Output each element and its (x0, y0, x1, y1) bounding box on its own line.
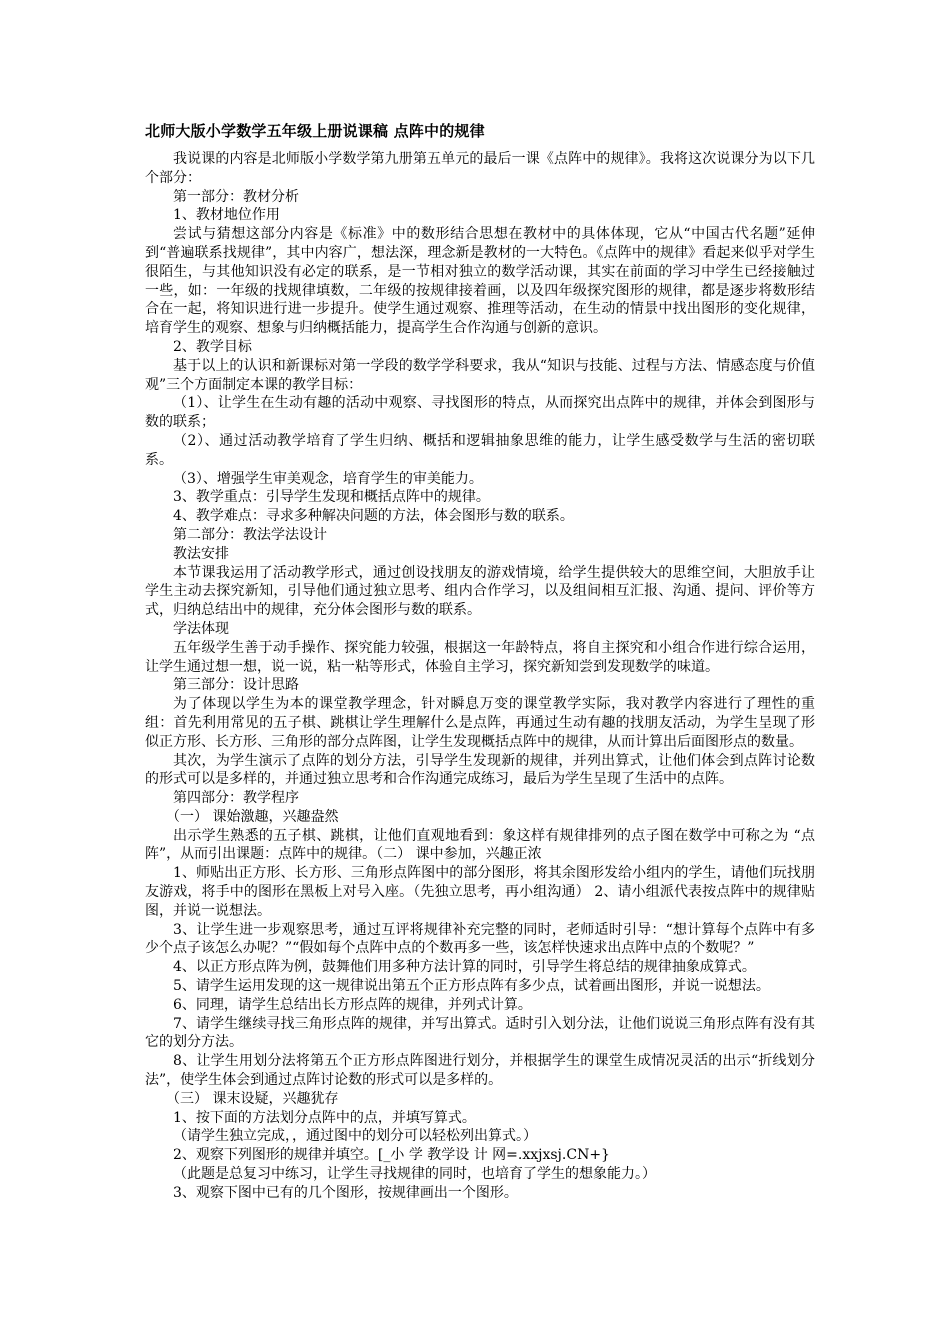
paragraph: 1、按下面的方法划分点阵中的点，并填写算式。 (173, 1109, 476, 1126)
paragraph: 5、请学生运用发现的这一规律说出第五个正方形点阵有多少点，试着画出图形，并说一说想法。 (173, 978, 770, 995)
paragraph: 3、观察下图中已有的几个图形，按规律画出一个图形。 (173, 1184, 518, 1201)
paragraph: 4、教学难点：寻求多种解决问题的方法，体会图形与数的联系。 (173, 508, 574, 525)
paragraph: 第二部分：教法学法设计 (173, 526, 327, 543)
paragraph: 7、请学生继续寻找三角形点阵的规律，并写出算式。适时引入划分法，让他们说说三角形点阵有没有其它的划分方法。 (145, 1015, 815, 1051)
paragraph: 1、教材地位作用 (173, 207, 280, 224)
paragraph: （请学生独立完成，，通过图中的划分可以轻松列出算式。） (173, 1128, 537, 1145)
document-title: 北师大版小学数学五年级上册说课稿 点阵中的规律 (145, 122, 485, 140)
paragraph: （三） 课末设疑，兴趣犹存 (166, 1090, 339, 1107)
paragraph: 学法体现 (173, 620, 229, 637)
paragraph: 其次，为学生演示了点阵的划分方法，引导学生发现新的规律，并列出算式，让他们体会到点阵讨论数的形式可以是多样的，并通过独立思考和合作沟通完成练习，最后为学生呈现了生活中的点阵。 (145, 752, 815, 788)
document-body (145, 150, 815, 1203)
paragraph: 1、师贴出正方形、长方形、三角形点阵图中的部分图形，将其余图形发给小组内的学生，请他们玩找朋友游戏，将手中的图形在黑板上对号入座。（先独立思考，再小组沟通） 2、请小组派代表按点阵中的规律贴图，并说一说想法。 (145, 865, 815, 919)
paragraph: （2）、通过活动教学培育了学生归纳、概括和逻辑抽象思维的能力，让学生感受数学与生活的密切联系。 (145, 432, 815, 468)
paragraph: 本节课我运用了活动教学形式，通过创设找朋友的游戏情境，给学生提供较大的思维空间，大胆放手让学生主动去探究新知，引导他们通过独立思考、组内合作学习，以及组间相互汇报、沟通、提问、评价等方式，归纳总结出中的规律，充分体会图形与数的联系。 (145, 564, 815, 619)
paragraph: 第一部分：教材分析 (173, 188, 299, 205)
paragraph: （1）、让学生在生动有趣的活动中观察、寻找图形的特点，从而探究出点阵中的规律，并体会到图形与数的联系； (145, 395, 815, 431)
paragraph: 3、让学生进一步观察思考，通过互评将规律补充完整的同时，老师适时引导：“想计算每个点阵中有多少个点子该怎么办呢？”“假如每个点阵中点的个数再多一些，该怎样快速求出点阵中点的个数呢？” (145, 921, 815, 957)
paragraph: 3、教学重点：引导学生发现和概括点阵中的规律。 (173, 489, 490, 506)
paragraph: 2、观察下列图形的规律并填空。[_小 学 教学设 计 网=.xxjxsj.CN+} (173, 1147, 610, 1164)
paragraph: 我说课的内容是北师版小学数学第九册第五单元的最后一课《点阵中的规律》。我将这次说课分为以下几个部分： (145, 151, 815, 186)
paragraph: （一） 课始激趣，兴趣盎然 (166, 808, 339, 825)
paragraph: 8、让学生用划分法将第五个正方形点阵图进行划分，并根据学生的课堂生成情况灵活的出示“折线划分法”，使学生体会到通过点阵讨论数的形式可以是多样的。 (145, 1053, 815, 1089)
paragraph: 出示学生熟悉的五子棋、跳棋，让他们直观地看到：象这样有规律排列的点子图在数学中可称之为 “点阵”，从而引出课题：点阵中的规律。（二） 课中参加，兴趣正浓 (145, 827, 815, 863)
paragraph: 第三部分：设计思路 (173, 677, 299, 694)
paragraph: 教法安排 (173, 545, 229, 562)
paragraph: 第四部分：教学程序 (173, 790, 299, 807)
paragraph: （3）、增强学生审美观念，培育学生的审美能力。 (173, 470, 483, 487)
paragraph: 4、以正方形点阵为例，鼓舞他们用多种方法计算的同时，引导学生将总结的规律抽象成算式。 (173, 959, 756, 976)
paragraph: 2、教学目标 (173, 338, 252, 355)
paragraph: 6、同理，请学生总结出长方形点阵的规律，并列式计算。 (173, 996, 532, 1013)
paragraph: 尝试与猜想这部分内容是《标准》中的数形结合思想在教材中的具体体现，它从“中国古代名题”延伸到“普遍联系找规律”，其中内容广，想法深，理念新是教材的一大特色。《点阵中的规律》看起来似乎对学生很陌生，与其他知识没有必定的联系，是一节相对独立的数学活动课，其实在前面的学习中学生已经接触过一些，如：一年级的找规律填数，二年级的按规律接着画，以及四年级探究图形的规律，都是逐步将数形结合在一起，将知识进行进一步提升。使学生通过观察、推理等活动，在生动的情景中找出图形的变化规律，培育学生的观察、想象与归纳概括能力，提高学生合作沟通与创新的意识。 (145, 226, 815, 337)
paragraph: 基于以上的认识和新课标对第一学段的数学学科要求，我从“知识与技能、过程与方法、情感态度与价值观”三个方面制定本课的教学目标： (145, 357, 815, 393)
paragraph: （此题是总复习中练习，让学生寻找规律的同时，也培育了学生的想象能力。） (173, 1166, 656, 1183)
paragraph: 五年级学生善于动手操作、探究能力较强，根据这一年龄特点，将自主探究和小组合作进行综合运用，让学生通过想一想，说一说，粘一粘等形式，体验自主学习，探究新知尝到发现数学的味道。 (145, 639, 815, 675)
paragraph: 为了体现以学生为本的课堂教学理念，针对瞬息万变的课堂教学实际，我对教学内容进行了理性的重组：首先利用常见的五子棋、跳棋让学生理解什么是点阵，再通过生动有趣的找朋友活动，为学生呈现了形似正方形、长方形、三角形的部分点阵图，让学生发现概括点阵中的规律，从而计算出后面图形点的数量。 (145, 696, 815, 750)
